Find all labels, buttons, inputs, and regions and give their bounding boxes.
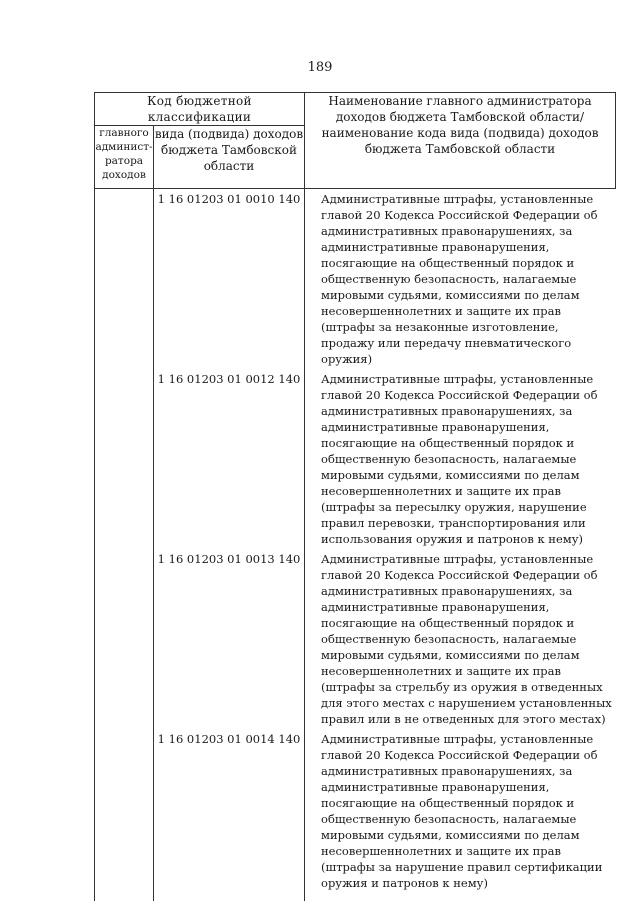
page-number: 189 [307,60,333,75]
table-row [95,369,616,549]
description-cell: Административные штрафы, установленные главой 20 Кодекса Российской Федерации об административных правонарушениях, за административные правонарушения, посягающие на общественный порядок и общественную безопасность, налагаемые мировыми судьями, комиссиями по делам несовершеннолетних и защите их прав (штрафы за стрельбу из оружия в отведенных для этого местах с нарушением установленных правил или в не отведенных для этого местах) [305,549,616,729]
admin-code-cell [95,369,154,549]
table-row [95,729,616,901]
description-cell: Административные штрафы, установленные главой 20 Кодекса Российской Федерации об административных правонарушениях, за административные правонарушения, посягающие на общественный порядок и общественную безопасность, налагаемые мировыми судьями, комиссиями по делам несовершеннолетних и защите их прав (штрафы за пересылку оружия, нарушение правил перевозки, транспортирования или использования оружия и патронов к нему) [305,369,616,549]
income-code-cell: 1 16 01203 01 0013 140 [157,552,301,566]
header-income-code: вида (подвида) доходов бюджета Тамбовской области [154,126,305,189]
description-cell: Административные штрафы, установленные главой 20 Кодекса Российской Федерации об административных правонарушениях, за административные правонарушения, посягающие на общественный порядок и общественную безопасность, налагаемые мировыми судьями, комиссиями по делам несовершеннолетних и защите их прав (штрафы за незаконные изготовление, продажу или передачу пневматического оружия) [305,189,616,370]
income-code-cell: 1 16 01203 01 0014 140 [157,732,301,746]
budget-classification-table [94,92,616,901]
description-cell: Административные штрафы, установленные главой 20 Кодекса Российской Федерации об административных правонарушениях, за административные правонарушения, посягающие на общественный порядок и общественную безопасность, налагаемые мировыми судьями, комиссиями по делам несовершеннолетних и защите их прав (штрафы за нарушение правил сертификации оружия и патронов к нему) [305,729,616,901]
income-code-cell: 1 16 01203 01 0010 140 [157,192,301,206]
admin-code-cell [95,549,154,729]
admin-code-cell [95,189,154,370]
header-admin-code: главного админист-ратора доходов [95,126,154,189]
header-budget-classification: Код бюджетной классификации [95,93,305,126]
income-code-cell: 1 16 01203 01 0012 140 [157,372,301,386]
table-row [95,189,616,370]
table-row [95,549,616,729]
header-name: Наименование главного администратора доходов бюджета Тамбовской области/наименование кода вида (подвида) доходов бюджета Тамбовской области [305,93,616,189]
admin-code-cell [95,729,154,901]
